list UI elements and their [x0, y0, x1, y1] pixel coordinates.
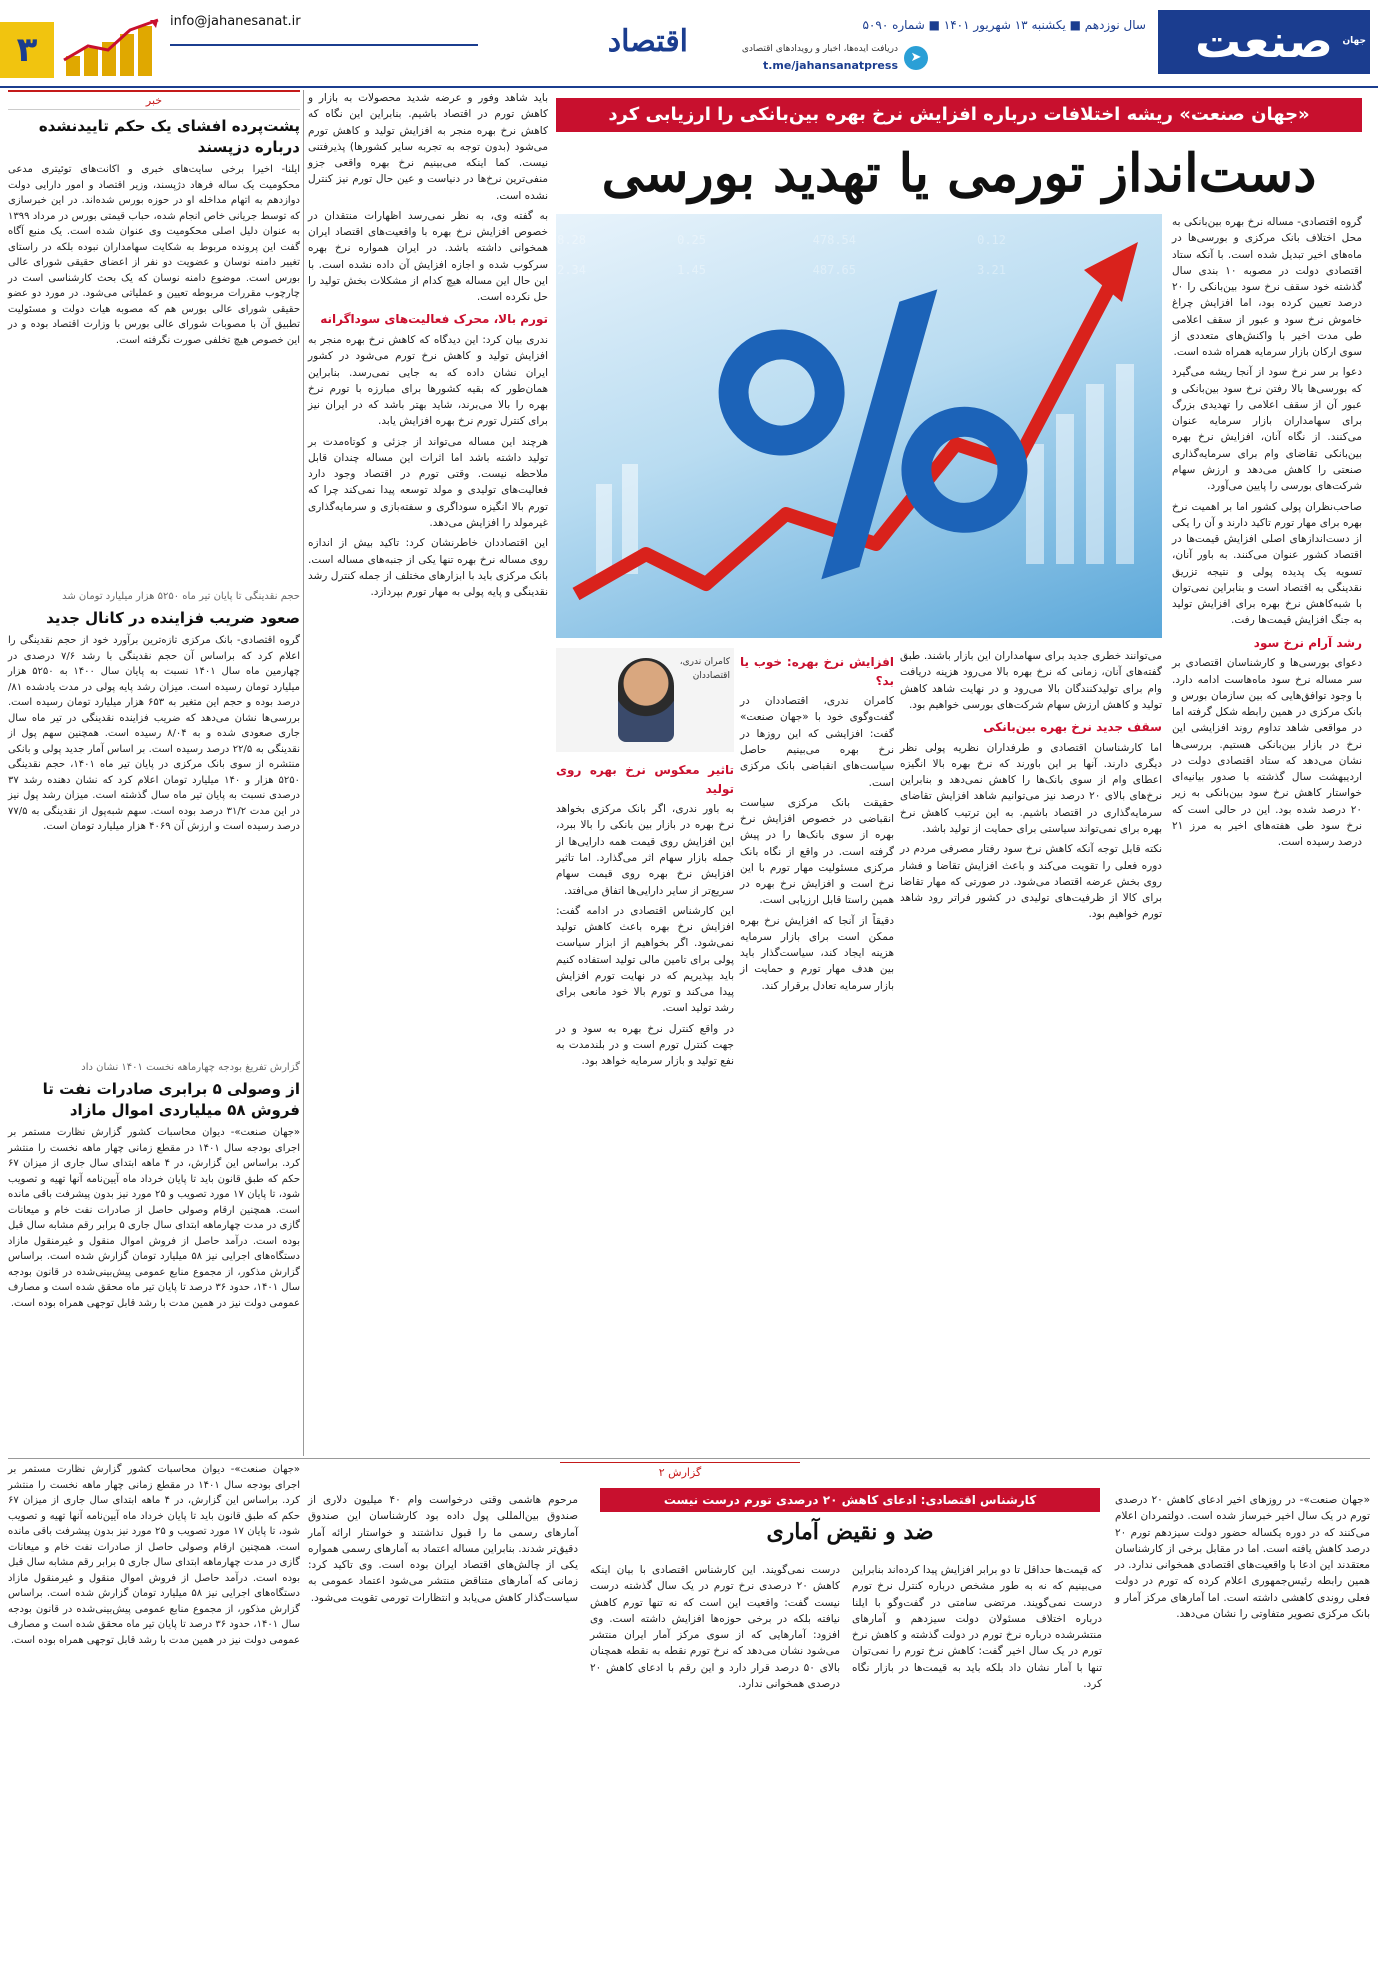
svg-text:332.34: 332.34 [542, 263, 586, 277]
portrait-caption: کامران ندری، اقتصاددان [679, 657, 730, 681]
subheading: سقف جدید نرخ بهره بین‌بانکی [983, 720, 1162, 735]
paragraph: دعوا بر سر نرخ سود از آنجا ریشه می‌گیرد که بورسی‌ها بالا رفتن نرخ سود بین‌بانکی و عبور آن از سقف اعلامی را تهدیدی بزرگ برای سهامداران بازار سرمایه عنوان می‌کنند. از نگاه آنان، افزایش نرخ بهره بین‌بانکی تقاضای وام برای سرمایه‌گذاری صنعتی را کاهش می‌دهد و ارزش سهام شرکت‌های بورسی را پایین می‌آورد. [1172, 366, 1362, 493]
interest-rate-illustration [542, 214, 1162, 638]
paragraph: حقیقت بانک مرکزی سیاست انقباضی در خصوص افزایش نرخ بهره از سوی بانک‌ها را در پیش گرفته است. در واقع از نگاه بانک مرکزی مسئولیت مهار تورم با این نرخ است و افزایش نرخ بهره در همین راستا قابل ارزیابی است. [740, 796, 894, 907]
svg-text:478.28: 478.28 [542, 233, 586, 247]
report-title[interactable]: ضد و نقیض آماری [766, 1519, 934, 1545]
paragraph: در واقع کنترل نرخ بهره به سود و در جهت کنترل تورم است و در بلندمدت به نفع تولید و بازار سرمایه خواهد بود. [556, 1022, 734, 1068]
article-column-1 [1172, 214, 1362, 1410]
report-label: گزارش ۲ [560, 1462, 800, 1484]
paragraph: باید شاهد وفور و عرضه شدید محصولات به بازار و کاهش تورم در اقتصاد باشیم. بنابراین این نگاه که کاهش نرخ بهره منجر به افزایش تولید و کاهش تورم می‌شود (بدون توجه به تجربه سایر کشورها) پذیرفتنی نیست. کما اینکه می‌بینیم نرخ بهره واقعی جزو منفی‌ترین نرخ‌ها در دنیاست و عین حال تورم نیز کنترل نشده است. [308, 92, 548, 202]
column-divider [303, 90, 304, 1456]
paragraph: کامران ندری، اقتصاددان در گفت‌وگوی خود با «جهان صنعت» گفت: افزایشی که این روزها در نرخ بهره می‌بینیم حاصل سیاست‌های انقباضی بانک مرکزی است. [740, 695, 894, 789]
paragraph: این کارشناس اقتصادی در ادامه گفت: افزایش نرخ بهره باعث کاهش تولید نمی‌شود. اگر بخواهیم از ابزار سیاست پولی برای تامین مالی تولید استفاده کنیم باید بپذیریم که در نهایت تورم افزایش پیدا می‌کند و تورم بالا خود مانعی برای رشد تولید است. [556, 904, 734, 1015]
article-column-2 [900, 648, 1162, 1456]
report-kicker: کارشناس اقتصادی: ادعای کاهش ۲۰ درصدی تورم درست نیست [600, 1488, 1100, 1512]
subheading: رشد آرام نرخ سود [1253, 635, 1362, 650]
svg-text:3.21: 3.21 [977, 263, 1006, 277]
article-column-5 [308, 90, 548, 1456]
news-label: خبر [8, 90, 300, 110]
paragraph: اما کارشناسان اقتصادی و طرفداران نظریه پولی نظر دیگری دارند. آنها بر این باورند که نرخ بهره بالا انگیزه اعطای وام از سوی بانک‌ها را کاهش نمی‌دهد و بنابراین نرخ‌های بالای ۲۰ درصد نیز می‌توانیم شاهد افزایش تقاضای سرمایه‌گذاری در اقتصاد باشیم. به این ترتیب کاهش نرخ بهره برای نمی‌تواند سیاستی برای حمایت از تولید باشد. [900, 741, 1162, 835]
issue-meta: سال نوزدهم ■ یکشنبه ۱۳ شهریور ۱۴۰۱ ■ شماره ۵۰۹۰ [862, 18, 1146, 32]
report-body [308, 1492, 1370, 1962]
paragraph: گروه اقتصادی- مساله نرخ بهره بین‌بانکی به محل اختلاف بانک مرکزی و بورسی‌ها در ماه‌های اخیر تبدیل شده است. با آنکه ستاد اقتصادی دولت در مصوبه ۱۰ بندی سال گذشته خود سقف نرخ سود بین‌بانکی را ۲۰ درصد تعیین کرده بود، اما افزایش چراغ خاموش نرخ سود و عبور از سقف اعلامی طی مدت اخیر با واکنش‌های متعددی از سوی ارکان بازار سرمایه همراه شده است. [1172, 216, 1362, 359]
news-subtitle: گزارش تفریغ بودجه چهارماهه نخست ۱۴۰۱ نشان داد [81, 1062, 300, 1073]
svg-text:487.65: 487.65 [812, 263, 856, 277]
paragraph: می‌توانند خطری جدید برای سهامداران این بازار باشند. طبق گفته‌های آنان، زمانی که نرخ بهره بالا می‌رود هزینه دریافت وام برای تولیدکنندگان بالا می‌رود و در نهایت شاهد کاهش تولید و کاهش ارزش سهام شرکت‌های بورسی خواهیم بود. [900, 650, 1162, 711]
paragraph: دعوای بورسی‌ها و کارشناسان اقتصادی بر سر مساله نرخ سود ماه‌هاست ادامه دارد. با وجود توافق‌هایی که بین سازمان بورس و بانک مرکزی در همین رابطه شکل گرفته اما در مواقعی شاهد تداوم روند افزایشی این نرخ در بازار بین‌بانکی هستیم. بررسی‌ها نشان می‌دهد که ستاد اقتصادی دولت در اردیبهشت سال گذشته با صدور بیانیه‌ای خواستار کاهش نرخ سود بین‌بانکی به زیر ۲۰ درصد شده بود. این در حالی است که نرخ سود طی هفته‌های اخیر به مرز ۲۱ درصد رسیده است. [1172, 657, 1362, 849]
growth-chart-icon [60, 16, 170, 78]
report-column: «جهان صنعت»- در روزهای اخیر ادعای کاهش ۲۰ درصدی تورم در یک سال اخیر خبرساز شده است. دولتمردان اعلام می‌کنند که در دوره یکساله حضور دولت سیزدهم تورم ۲۰ درصد کاهش یافته است. اما در مقابل برخی از کارشناسان معتقدند این ادعا با واقعیت‌های اقتصادی همخوانی ندارد. در همین رابطه رئیس‌جمهوری اعلام کرده که تورم در دولت فعلی روندی کاهشی داشته است. اما آمارهای مرکز آمار و بانک مرکزی تصویر متفاوتی را نشان می‌دهد. [1115, 1494, 1370, 1620]
news-title[interactable]: از وصولی ۵ برابری صادرات نفت تا فروش ۵۸ میلیاردی اموال مازاد [42, 1080, 300, 1119]
paragraph: دقیقاً از آنجا که افزایش نرخ بهره ممکن است برای بازار سرمایه هزینه ایجاد کند، سیاست‌گذار باید بین هدف مهار تورم و حمایت از بازار سرمایه تعادل برقرار کند. [740, 914, 894, 992]
article-column-3 [740, 648, 894, 1456]
article-column-4 [556, 756, 734, 1456]
section-divider [170, 44, 478, 46]
news-title[interactable]: پشت‌پرده افشای یک حکم تاییدنشده درباره دزپسند [38, 117, 300, 156]
news-body: گروه اقتصادی- بانک مرکزی تازه‌ترین برآورد خود از حجم نقدینگی را اعلام کرد که براساس آن حجم نقدینگی با رشد ۷/۶ درصدی در چهارمین ماه سال ۱۴۰۱ نسبت به پایان سال ۱۴۰۰ به ۵۲۵۰ هزار میلیارد تومان رسیده است. میزان رشد پایه پولی در مدت یادشده ۸۱/ درصد بوده و حجم این متغیر به ۶۵۳ هزار میلیارد تومان رسیده است. بررسی‌ها نشان می‌دهد که ضریب فزاینده نقدینگی در تیر ماه سال جاری صعودی شده و به ۸/۰۴ رسیده است. همچنین سهم پول از نقدینگی به ۲۲/۵ درصد رسیده است. بر اساس آمار جدید پولی و بانکی منتشره از سوی بانک مرکزی در پایان تیر ماه ۱۴۰۱، حجم نقدینگی ۵۲۵۰ هزار و ۱۴۰ میلیارد تومان اعلام کرد که نشان دهنده رشد ۳۷ درصدی نسبت به پایان تیر ماه سال گذشته است. میزان رشد پول نیز در این مدت ۳۱/۲ درصد بوده است. سهم شبه‌پول از نقدینگی به ۷۷/۵ درصد رسیده است و ارزش آن ۴۰۶۹ هزار میلیارد تومان است. [8, 635, 301, 832]
news-subtitle: حجم نقدینگی تا پایان تیر ماه ۵۲۵۰ هزار میلیارد تومان شد [62, 591, 300, 602]
report-column: که قیمت‌ها حداقل تا دو برابر افزایش پیدا کرده‌اند بنابراین می‌بینیم که نه به طور مشخص درباره کنترل نرخ تورم درست نمی‌گویند. مرتضی سامتی در گفت‌وگو با ایلنا درباره اختلاف مسئولان دولت سیزدهم و آمارهای منتشرشده درباره نرخ تورم در دولت گذشته و کاهش نرخ تورم در یک سال اخیر گفت: کاهش نرخ تورم را نمی‌توان تنها با آمار نشان داد بلکه باید به قیمت‌ها در بازار نگاه کرد. [852, 1564, 1102, 1690]
article-kicker: «جهان صنعت» ریشه اختلافات درباره افزایش نرخ بهره بین‌بانکی را ارزیابی کرد [556, 98, 1362, 132]
report-column: مرحوم هاشمی وقتی درخواست وام ۴۰ میلیون دلاری از صندوق بین‌المللی پول داده بود کارشناسان این صندوق آمارهای رسمی ما را قبول نداشتند و خواستار ارائه آمار دقیق‌تر شدند. بنابراین مساله اعتماد به آمارهای رسمی همواره یکی از چالش‌های اقتصاد ایران بوده است. وی تاکید کرد: زمانی که آمارهای متناقض منتشر می‌شود اعتماد عمومی به سیاست‌گذار کاهش می‌یابد و انتظارات تورمی تقویت می‌شود. [308, 1494, 578, 1604]
paragraph: هرچند این مساله می‌تواند از جزئی و کوتاه‌مدت بر تولید داشته باشد اما اثرات این مساله چندان قابل ملاحظه نیست. وقتی تورم در اقتصاد وجود دارد فعالیت‌های تولیدی و مولد توسعه پیدا نمی‌کند چرا که تورم بالا انگیزه سوداگری و سفته‌بازی و سرمایه‌گذاری غیرمولد را افزایش می‌دهد. [308, 435, 548, 529]
paragraph: این اقتصاددان خاطرنشان کرد: تاکید بیش از اندازه روی مساله نرخ بهره تنها یکی از جنبه‌های مساله است. بانک مرکزی باید با ابزارهای مختلف از جمله کنترل رشد نقدینگی و پایه پولی به مهار تورم بپردازد. [308, 537, 548, 599]
svg-text:478.54: 478.54 [812, 233, 856, 247]
paragraph: صاحب‌نظران پولی کشور اما بر اهمیت نرخ بهره برای مهار تورم تاکید دارند و آن را یکی از دست‌اندازهای اصلی افزایش قیمت‌ها در اقتصاد کشور عنوان می‌کنند. به باور آنان، تسویه یک پدیده پولی و نتیجه تزریق نقدینگی به اقتصاد است و بنابراین نمی‌توان با شبه‌کاهش نرخ بهره برای افزایش تولید به جنگ افزایش قیمت‌ها رفت. [1172, 500, 1362, 627]
section-title: اقتصاد [607, 24, 688, 59]
subheading: افزایش نرخ بهره: خوب یا بد؟ [740, 655, 894, 688]
paragraph: به گفته وی، به نظر نمی‌رسد اظهارات منتقدان در خصوص افزایش نرخ بهره با واقعیت‌های اقتصاد ایران همخوانی داشته باشد. در ایران همواره نرخ بهره سرکوب شده و اجازه افزایش آن داده نشده است. با این حال این مساله هیچ کدام از مشکلات بخش تولید را حل نکرده است. [308, 209, 548, 304]
page-number: ۳ [0, 22, 54, 78]
report-column: درست نمی‌گویند. این کارشناس اقتصادی با بیان اینکه کاهش ۲۰ درصدی نرخ تورم در یک سال گذشته درست نیست گفت: واقعیت این است که نه تنها تورم کاهش نیافته بلکه در برخی حوزه‌ها افزایش داشته است. وی افزود: آمارهایی که از سوی مرکز آمار ایران منتشر می‌شود نشان می‌دهد که نرخ تورم نقطه به نقطه همچنان بالای ۵۰ درصد قرار دارد و این رقم با ادعای کاهش ۲۰ درصدی همخوانی ندارد. [590, 1564, 840, 1690]
logo-text: صنعت [1195, 14, 1333, 68]
news-body: ایلنا- اخیرا برخی سایت‌های خبری و اکانت‌های توئیتری مدعی محکومیت یک ساله فرهاد دژپسند، وزیر اقتصاد و امور دارایی دولت دوازدهم به اتهام مداخله او در حوزه بورس شده‌اند. در این خبرسازی که توسط جریانی خاص انجام شده، حباب قیمتی بورس در مرداد ۱۳۹۹ به عنوان دلیل اصلی محکومیت وی عنوان شده است. یک منبع آگاه گفت این پرونده مربوط به شکایت سهامداران نبوده بلکه در راستای تغییر دامنه نوسان و عضویت دو نفر از اعضای حقیقی شورای عالی بورس است. موضوع دامنه نوسان که یک بحث کارشناسی است در چارچوب مقررات مربوطه تعیین و عملیاتی می‌شود. در مورد دو عضو حقیقی شورای عالی بورس هم که مصوبه هیات دولت و مسئولیت تطبیق آن با مصوبات شورای عالی بورس با وزارت اقتصاد بوده و در این خصوص هیچ تخلفی صورت نگرفته است. [8, 164, 300, 346]
paragraph: نکته قابل توجه آنکه کاهش نرخ سود رفتار مصرفی مردم در دوره فعلی را تقویت می‌کند و باعث افزایش تقاضا و فشار روی بخش عرضه اقتصاد می‌شود. در صورتی که مهار تقاضا برای کالا از ظرفیت‌های تولیدی در کشور فراتر رود شاهد تورم خواهیم بود. [900, 843, 1162, 921]
news-body: «جهان صنعت»- دیوان محاسبات کشور گزارش نظارت مستمر بر اجرای بودجه سال ۱۴۰۱ در مقطع زمانی چهار ماهه نخست را منتشر کرد. براساس این گزارش، در ۴ ماهه ابتدای سال جاری از میزان ۶۷ حکم که طبق قانون باید تا پایان خرداد ماه آیین‌نامه آنها تهیه و تصویب شود، تا پایان ۱۷ مورد تصویب و ۲۵ مورد نیز بدون پیشرفت باقی مانده است. همچنین ارقام وصولی حاصل از صادرات نفت خام و میعانات گازی در مدت چهارماهه ابتدای سال جاری ۵ برابر رقم مشابه سال قبل بوده است. درآمد حاصل از فروش اموال منقول و غیرمنقول مازاد دستگاه‌های اجرایی نیز ۵۸ میلیارد تومان گزارش شده است. براساس گزارش مذکور، از مجموع منابع عمومی پیش‌بینی‌شده در قانون بودجه سال ۱۴۰۱، حدود ۳۶ درصد تا پایان تیر ماه محقق شده است و مصارف عمومی دولت نیز در همین مدت با رشد قابل توجهی همراه بوده است. [8, 1127, 301, 1309]
news-title[interactable]: صعود ضریب فزاینده در کانال جدید [46, 609, 300, 627]
subheading: تاثیر معکوس نرخ بهره روی تولید [556, 763, 734, 796]
svg-text:1.45: 1.45 [677, 263, 706, 277]
news-body-continued: «جهان صنعت»- دیوان محاسبات کشور گزارش نظارت مستمر بر اجرای بودجه سال ۱۴۰۱ در مقطع زمانی چهار ماهه نخست را منتشر کرد. براساس این گزارش، در ۴ ماهه ابتدای سال جاری از میزان ۶۷ حکم که طبق قانون باید تا پایان خرداد ماه آیین‌نامه آنها تهیه و تصویب شود، تا پایان ۱۷ مورد تصویب و ۲۵ مورد نیز بدون پیشرفت باقی مانده است. همچنین ارقام وصولی حاصل از صادرات نفت خام و میعانات گازی در مدت چهارماهه ابتدای سال جاری ۵ برابر رقم مشابه سال قبل بوده است. درآمد حاصل از فروش اموال منقول و غیرمنقول مازاد دستگاه‌های اجرایی نیز ۵۸ میلیارد تومان گزارش شده است. براساس گزارش مذکور، از مجموع منابع عمومی پیش‌بینی‌شده در قانون بودجه سال ۱۴۰۱، حدود ۳۶ درصد تا پایان تیر ماه محقق شده است و مصارف عمومی دولت نیز در همین مدت با رشد قابل توجهی همراه بوده است. [8, 1464, 301, 1646]
subheading: تورم بالا، محرک فعالیت‌های سوداگرانه [320, 312, 548, 327]
news-column [8, 90, 300, 1456]
portrait-photo [618, 658, 674, 742]
section-divider [8, 1458, 1370, 1459]
logo-sub: جهان [1342, 36, 1366, 46]
svg-text:0.12: 0.12 [977, 233, 1006, 247]
telegram-icon: ➤ [904, 46, 928, 70]
telegram-handle[interactable]: t.me/jahansanatpress [763, 59, 898, 72]
paragraph: به باور ندری، اگر بانک مرکزی بخواهد نرخ بهره در بازار بین بانکی را بالا ببرد، این افزایش روی قیمت همه دارایی‌ها از جمله بازار سهام اثر می‌گذارد. اما تاثیر افزایش نرخ بهره روی قیمت سهام سریع‌تر از سایر دارایی‌ها اتفاق می‌افتد. [556, 803, 734, 897]
paragraph: ندری بیان کرد: این دیدگاه که کاهش نرخ بهره منجر به افزایش تولید و کاهش نرخ تورم می‌شود در کشور ایران نشان داده که به جایی نمی‌رسد. بنابراین همان‌طور که بقیه کشورها برای مبارزه با تورم نرخ بهره را بالا می‌برند، شاید بهتر باشد که در ایران نیز برای کنترل تورم نرخ بهره افزایش یابد. [308, 334, 548, 428]
email-link[interactable]: info@jahanesanat.ir [170, 14, 301, 29]
logo[interactable] [1158, 10, 1370, 74]
telegram-promo[interactable] [728, 42, 928, 78]
expert-portrait [556, 648, 734, 752]
telegram-text: دریافت ایده‌ها، اخبار و رویدادهای اقتصادی [741, 44, 898, 54]
article-headline[interactable]: دست‌انداز تورمی یا تهدید بورسی [601, 143, 1317, 204]
svg-text:0.25: 0.25 [677, 233, 706, 247]
masthead [0, 0, 1378, 88]
